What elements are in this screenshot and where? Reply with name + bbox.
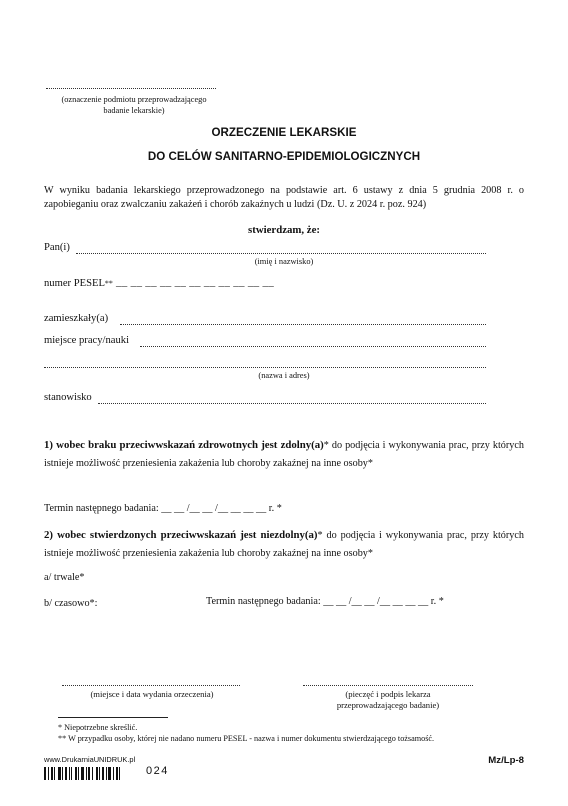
- name-label: Pan(i): [44, 242, 70, 253]
- document-title: ORZECZENIE LEKARSKIE: [211, 126, 357, 139]
- section1-text: * do podjęcia i wykonywania prac, przy których istnieje możliwość przeniesienia zakażenia lub choroby zakaźnej na inne osoby*: [44, 440, 524, 469]
- form-code: 024: [146, 765, 169, 777]
- entity-caption-line2: badanie lekarskie): [103, 106, 165, 115]
- section1-next-exam[interactable]: Termin następnego badania: __ __ /__ __ /__ __ __ __ r. *: [44, 503, 282, 514]
- entity-caption-line1: (oznaczenie podmiotu przeprowadzającego: [61, 95, 207, 104]
- name-field[interactable]: [76, 253, 486, 254]
- workplace-label: miejsce pracy/nauki: [44, 335, 130, 346]
- intro-paragraph: W wyniku badania lekarskiego przeprowadzonego na podstawie art. 6 ustawy z dnia 5 grudnia 2008 r. o zapobieganiu oraz zwalczaniu zakażeń i chorób zakaźnych u ludzi (Dz. U. z 2024 r. poz. 924): [44, 185, 524, 210]
- section2-paragraph: [44, 526, 524, 563]
- document-subtitle: DO CELÓW SANITARNO-EPIDEMIOLOGICZNYCH: [147, 150, 421, 163]
- pesel-field[interactable]: __ __ __ __ __ __ __ __ __ __ __: [116, 276, 275, 288]
- name-caption: (imię i nazwisko): [254, 257, 314, 266]
- doctor-caption-line1: (pieczęć i podpis lekarza: [345, 689, 431, 699]
- section1-heading: 1) wobec braku przeciwwskazań zdrowotnych jest zdolny(a): [44, 439, 324, 451]
- workplace-field[interactable]: [140, 346, 486, 347]
- option-permanent[interactable]: a/ trwale*: [44, 572, 85, 583]
- position-field[interactable]: [98, 403, 486, 404]
- form-id: Mz/Lp-8: [488, 755, 524, 766]
- section2-heading: 2) wobec stwierdzonych przeciwwskazań jest niezdolny(a): [44, 529, 318, 541]
- entity-designation-caption: [44, 94, 224, 116]
- pesel-label-text: numer PESEL: [44, 278, 105, 289]
- address-label: zamieszkały(a): [44, 313, 109, 324]
- pesel-footnote-mark: **: [104, 279, 113, 288]
- section2-text: * do podjęcia i wykonywania prac, przy których istnieje możliwość przeniesienia zakażenia lub choroby zakaźnej na inne osoby*: [44, 530, 524, 559]
- footnotes: [58, 723, 528, 744]
- footnote-divider: [58, 717, 168, 718]
- doctor-caption-line2: przeprowadzającego badanie): [336, 700, 440, 710]
- section1-paragraph: [44, 436, 524, 473]
- doctor-signature-line[interactable]: [303, 685, 473, 686]
- footnote-1: * Niepotrzebne skreślić.: [58, 723, 138, 732]
- place-date-line[interactable]: [62, 685, 240, 686]
- section2-next-exam[interactable]: Termin następnego badania: __ __ /__ __ /__ __ __ __ r. *: [206, 596, 444, 607]
- doctor-signature-caption: [290, 689, 486, 711]
- entity-designation-line[interactable]: [46, 88, 216, 89]
- workplace-field-line2[interactable]: [44, 367, 486, 368]
- option-temporary[interactable]: b/ czasowo*:: [44, 598, 98, 609]
- address-field[interactable]: [120, 324, 486, 325]
- place-date-caption: (miejsce i data wydania orzeczenia): [90, 689, 214, 699]
- position-label: stanowisko: [44, 392, 92, 403]
- pesel-label: [44, 278, 113, 289]
- publisher-website: www.DrukarniaUNIDRUK.pl: [44, 755, 136, 764]
- footnote-2: ** W przypadku osoby, której nie nadano numeru PESEL - nazwa i numer dokumentu stwierdzającego tożsamość.: [58, 733, 435, 743]
- certify-heading: stwierdzam, że:: [248, 224, 320, 236]
- barcode-graphic: [44, 767, 120, 780]
- workplace-caption: (nazwa i adres): [258, 371, 310, 380]
